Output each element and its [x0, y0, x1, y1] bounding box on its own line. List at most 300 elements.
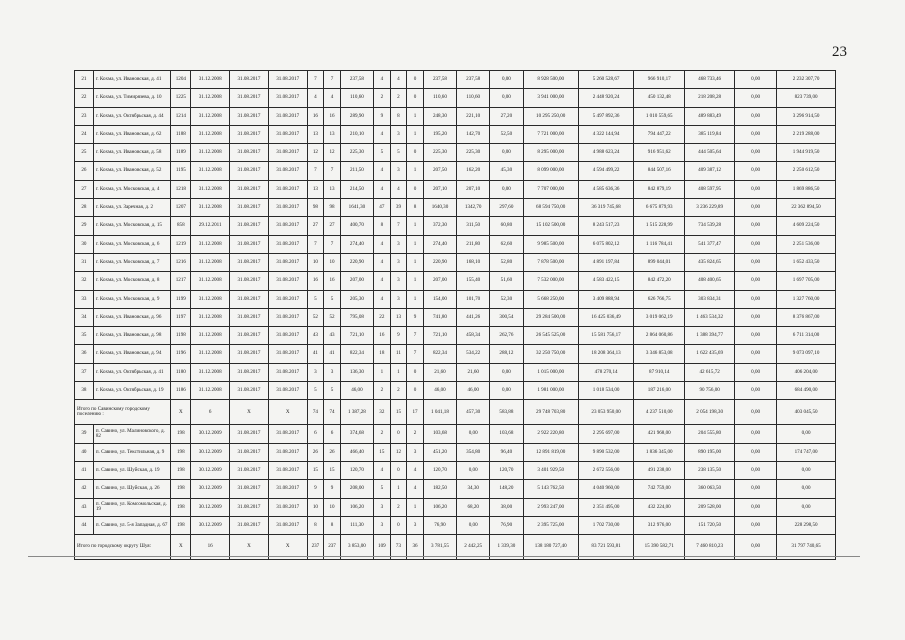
value-cell: 31.12.2008 — [191, 327, 230, 345]
row-number-cell: 24 — [75, 125, 94, 143]
row-number-cell: 38 — [75, 382, 94, 400]
value-cell: 31.08.2017 — [230, 272, 269, 290]
value-cell: 3 — [307, 363, 324, 381]
value-cell: 7 — [324, 71, 341, 89]
value-cell: 76,90 — [490, 516, 523, 534]
table-row — [75, 235, 836, 253]
value-cell: 8 — [324, 516, 341, 534]
value-cell: 31.08.2017 — [268, 461, 307, 479]
value-cell: 3 — [390, 125, 407, 143]
total-label-cell: Итого по Савинскому городскому поселению : — [75, 400, 171, 425]
address-cell: п. Савино, ул. Текстильная, д. 9 — [93, 443, 171, 461]
value-cell: 5 668 250,00 — [523, 290, 578, 308]
value-cell: 4 594 499,22 — [578, 162, 633, 180]
value-cell: 31.08.2017 — [230, 253, 269, 271]
value-cell: 0,00 — [735, 162, 777, 180]
value-cell: 9 — [390, 327, 407, 345]
value-cell: 0 — [407, 71, 424, 89]
value-cell: 221,10 — [457, 107, 490, 125]
value-cell: 4 322 144,94 — [578, 125, 633, 143]
value-cell: 46,00 — [340, 382, 373, 400]
value-cell: 31.12.2008 — [191, 290, 230, 308]
value-cell: 0,00 — [490, 89, 523, 107]
value-cell: 12 — [324, 144, 341, 162]
value-cell: 444 505,64 — [685, 144, 735, 162]
value-cell: 1199 — [171, 290, 191, 308]
total-value-cell: 237 — [324, 535, 341, 560]
value-cell: 182,50 — [423, 480, 456, 498]
value-cell: 15 581 756,17 — [578, 327, 633, 345]
value-cell: 7 721 000,00 — [523, 125, 578, 143]
value-cell: 16 425 036,49 — [578, 308, 633, 326]
value-cell: 2 922 220,80 — [523, 425, 578, 443]
value-cell: 41 — [307, 345, 324, 363]
value-cell: 31.12.2008 — [191, 107, 230, 125]
value-cell: 408 400,65 — [685, 272, 735, 290]
value-cell: 3 941 000,00 — [523, 89, 578, 107]
value-cell: 31.08.2017 — [230, 144, 269, 162]
value-cell: 2 864 060,86 — [634, 327, 685, 345]
total-value-cell: 1 041,18 — [423, 400, 456, 425]
value-cell: 110,60 — [340, 89, 373, 107]
row-number-cell: 35 — [75, 327, 94, 345]
value-cell: 1197 — [171, 308, 191, 326]
table-row — [75, 498, 836, 516]
value-cell: 9 — [374, 107, 391, 125]
value-cell: 3 — [324, 363, 341, 381]
value-cell: 0,00 — [490, 71, 523, 89]
value-cell: 90 756,00 — [685, 382, 735, 400]
value-cell: 0,00 — [777, 425, 836, 443]
value-cell: 0,00 — [735, 327, 777, 345]
value-cell: 31.08.2017 — [268, 272, 307, 290]
table-row — [75, 461, 836, 479]
value-cell: 31.08.2017 — [230, 443, 269, 461]
value-cell: 1 869 886,50 — [777, 180, 836, 198]
value-cell: 47 — [374, 199, 391, 217]
value-cell: 31.08.2017 — [268, 498, 307, 516]
value-cell: 8 — [407, 199, 424, 217]
total-value-cell: 16 — [191, 535, 230, 560]
value-cell: 0,00 — [735, 235, 777, 253]
value-cell: 4 040 960,00 — [578, 480, 633, 498]
value-cell: 4 — [374, 180, 391, 198]
value-cell: 16 — [324, 272, 341, 290]
value-cell: 0,00 — [777, 498, 836, 516]
value-cell: 31.12.2008 — [191, 144, 230, 162]
value-cell: 31.12.2008 — [191, 363, 230, 381]
value-cell: 7 — [324, 235, 341, 253]
total-value-cell: 31 797 740,65 — [777, 535, 836, 560]
value-cell: 311,50 — [457, 217, 490, 235]
value-cell: 1 — [390, 363, 407, 381]
value-cell: 31.12.2008 — [191, 235, 230, 253]
value-cell: 8 295 000,00 — [523, 144, 578, 162]
value-cell: 1 015 000,00 — [523, 363, 578, 381]
value-cell: 43 — [324, 327, 341, 345]
value-cell: 0,00 — [735, 107, 777, 125]
value-cell: 9 — [324, 480, 341, 498]
value-cell: 8 — [374, 217, 391, 235]
value-cell: 441,26 — [457, 308, 490, 326]
value-cell: 106,20 — [340, 498, 373, 516]
value-cell: 0,00 — [735, 199, 777, 217]
value-cell: 31.08.2017 — [230, 107, 269, 125]
value-cell: 0,00 — [490, 382, 523, 400]
value-cell: 45,30 — [490, 162, 523, 180]
value-cell: 822,34 — [340, 345, 373, 363]
value-cell: 31.08.2017 — [268, 308, 307, 326]
value-cell: 2 672 556,00 — [578, 461, 633, 479]
value-cell: 6 675 879,93 — [634, 199, 685, 217]
value-cell: 372,30 — [423, 217, 456, 235]
value-cell: 204 555,80 — [685, 425, 735, 443]
value-cell: 4 — [374, 125, 391, 143]
value-cell: 794 447,22 — [634, 125, 685, 143]
value-cell: 0,00 — [735, 180, 777, 198]
value-cell: 0,00 — [735, 461, 777, 479]
value-cell: 41 — [324, 345, 341, 363]
value-cell: 1198 — [171, 327, 191, 345]
address-cell: г. Кохма, ул. Ивановская, д. 52 — [93, 162, 171, 180]
value-cell: 1196 — [171, 345, 191, 363]
value-cell: 1 — [390, 480, 407, 498]
value-cell: 1 — [407, 107, 424, 125]
value-cell: 409 387,12 — [685, 162, 735, 180]
value-cell: 10 — [324, 498, 341, 516]
value-cell: 111,30 — [340, 516, 373, 534]
value-cell: 2 — [390, 498, 407, 516]
value-cell: 9 985 500,00 — [523, 235, 578, 253]
address-cell: г. Кохма, ул. Ивановская, д. 94 — [93, 345, 171, 363]
value-cell: 3 — [390, 235, 407, 253]
value-cell: 8 — [390, 107, 407, 125]
table-row — [75, 71, 836, 89]
value-cell: 0,00 — [735, 363, 777, 381]
value-cell: 7 — [307, 71, 324, 89]
value-cell: 0,00 — [490, 144, 523, 162]
value-cell: 18 — [374, 345, 391, 363]
row-number-cell: 41 — [75, 461, 94, 479]
total-value-cell: 15 390 582,71 — [634, 535, 685, 560]
value-cell: 274,40 — [423, 235, 456, 253]
total-value-cell: 7 460 810,23 — [685, 535, 735, 560]
value-cell: 31.08.2017 — [268, 425, 307, 443]
table-row — [75, 253, 836, 271]
table-row — [75, 290, 836, 308]
value-cell: 31.08.2017 — [230, 425, 269, 443]
value-cell: 3 — [390, 272, 407, 290]
value-cell: 1 981 000,00 — [523, 382, 578, 400]
value-cell: 198 — [171, 461, 191, 479]
total-value-cell: 83 721 593,81 — [578, 535, 633, 560]
value-cell: 31.08.2017 — [230, 199, 269, 217]
value-cell: 1641,30 — [340, 199, 373, 217]
value-cell: 195,20 — [423, 125, 456, 143]
value-cell: 1195 — [171, 162, 191, 180]
value-cell: 4 — [374, 461, 391, 479]
total-value-cell: 3 781,55 — [423, 535, 456, 560]
value-cell: 30.12.2009 — [191, 498, 230, 516]
value-cell: 1 697 705,00 — [777, 272, 836, 290]
value-cell: 31.08.2017 — [268, 480, 307, 498]
housing-table-sheet — [74, 70, 836, 554]
value-cell: 0,00 — [735, 425, 777, 443]
value-cell: 354,80 — [457, 443, 490, 461]
total-value-cell: 23 053 950,00 — [578, 400, 633, 425]
value-cell: 721,10 — [423, 327, 456, 345]
value-cell: 31.08.2017 — [268, 363, 307, 381]
value-cell: 3 — [407, 443, 424, 461]
total-value-cell: 29 748 703,80 — [523, 400, 578, 425]
value-cell: 2 232 307,70 — [777, 71, 836, 89]
value-cell: 2 — [407, 425, 424, 443]
scan-edge-line — [28, 556, 860, 557]
value-cell: 0,00 — [457, 425, 490, 443]
value-cell: 103,68 — [423, 425, 456, 443]
value-cell: 1 944 919,50 — [777, 144, 836, 162]
value-cell: 31.12.2008 — [191, 308, 230, 326]
value-cell: 151 720,50 — [685, 516, 735, 534]
address-cell: г. Кохма, ул. Октябрьская, д. 19 — [93, 382, 171, 400]
address-cell: г. Кохма, ул. Тимирязева, д. 10 — [93, 89, 171, 107]
value-cell: 2 — [374, 89, 391, 107]
value-cell: 187 216,00 — [634, 382, 685, 400]
value-cell: 31.12.2008 — [191, 89, 230, 107]
value-cell: 7 878 500,00 — [523, 253, 578, 271]
value-cell: 1 — [407, 272, 424, 290]
address-cell: г. Кохма, ул. Октябрьская, д. 44 — [93, 107, 171, 125]
total-value-cell: 36 — [407, 535, 424, 560]
value-cell: 0,00 — [490, 363, 523, 381]
value-cell: 2 250 612,50 — [777, 162, 836, 180]
row-number-cell: 29 — [75, 217, 94, 235]
value-cell: 225,30 — [423, 144, 456, 162]
value-cell: 0,00 — [735, 382, 777, 400]
value-cell: 207,00 — [423, 272, 456, 290]
value-cell: 2 251 536,00 — [777, 235, 836, 253]
table-row — [75, 272, 836, 290]
value-cell: 1180 — [171, 363, 191, 381]
value-cell: 5 — [307, 290, 324, 308]
value-cell: 31.08.2017 — [268, 516, 307, 534]
table-row — [75, 199, 836, 217]
table-body — [75, 71, 836, 560]
total-value-cell: X — [268, 400, 307, 425]
value-cell: 4 609 224,50 — [777, 217, 836, 235]
value-cell: 534,22 — [457, 345, 490, 363]
value-cell: 38,00 — [490, 498, 523, 516]
value-cell: 106,20 — [423, 498, 456, 516]
value-cell: 31.12.2008 — [191, 253, 230, 271]
value-cell: 6 — [324, 425, 341, 443]
value-cell: 29.12.2011 — [191, 217, 230, 235]
value-cell: 1 — [407, 217, 424, 235]
row-number-cell: 32 — [75, 272, 94, 290]
value-cell: 4 — [374, 71, 391, 89]
value-cell: 26 — [324, 443, 341, 461]
value-cell: 16 — [324, 107, 341, 125]
value-cell: 31.12.2008 — [191, 71, 230, 89]
address-cell: п. Савино, ул. Шуйская, д. 26 — [93, 480, 171, 498]
value-cell: 3 236 229,89 — [685, 199, 735, 217]
value-cell: 303 834,31 — [685, 290, 735, 308]
value-cell: 68 594 750,00 — [523, 199, 578, 217]
value-cell: 858 — [171, 217, 191, 235]
total-value-cell: 74 — [307, 400, 324, 425]
address-cell: г. Кохма, ул. Московская, д. 6 — [93, 235, 171, 253]
value-cell: 1 — [407, 125, 424, 143]
value-cell: 103,68 — [490, 425, 523, 443]
value-cell: 8 243 517,23 — [578, 217, 633, 235]
row-number-cell: 25 — [75, 144, 94, 162]
value-cell: 1189 — [171, 144, 191, 162]
value-cell: 31.12.2008 — [191, 125, 230, 143]
value-cell: 174 747,00 — [777, 443, 836, 461]
value-cell: 1 836 345,00 — [634, 443, 685, 461]
value-cell: 8 — [307, 516, 324, 534]
row-number-cell: 31 — [75, 253, 94, 271]
value-cell: 1 — [407, 290, 424, 308]
value-cell: 10 295 250,00 — [523, 107, 578, 125]
value-cell: 4 583 422,15 — [578, 272, 633, 290]
housing-relocation-table — [74, 70, 836, 560]
value-cell: 2 219 288,00 — [777, 125, 836, 143]
value-cell: 3 346 853,08 — [634, 345, 685, 363]
value-cell: 3 — [390, 162, 407, 180]
value-cell: 684 490,00 — [777, 382, 836, 400]
value-cell: 15 — [374, 443, 391, 461]
value-cell: 1 — [407, 235, 424, 253]
value-cell: 31.08.2017 — [268, 327, 307, 345]
address-cell: г. Кохма, ул. Московская, д. 15 — [93, 217, 171, 235]
total-value-cell: 237 — [307, 535, 324, 560]
value-cell: 400,70 — [340, 217, 373, 235]
value-cell: 52 — [307, 308, 324, 326]
value-cell: 31.08.2017 — [230, 217, 269, 235]
value-cell: 1204 — [171, 71, 191, 89]
value-cell: 7 — [307, 162, 324, 180]
value-cell: 274,40 — [340, 235, 373, 253]
total-value-cell: 1 387,28 — [340, 400, 373, 425]
row-number-cell: 22 — [75, 89, 94, 107]
value-cell: 2 — [390, 382, 407, 400]
table-row — [75, 89, 836, 107]
value-cell: 842 879,19 — [634, 180, 685, 198]
value-cell: 2 295 697,00 — [578, 425, 633, 443]
value-cell: 238 135,50 — [685, 461, 735, 479]
value-cell: 60,80 — [490, 217, 523, 235]
address-cell: п. Савино, ул. Малиновского, д. 82 — [93, 425, 171, 443]
total-value-cell: 403 045,50 — [777, 400, 836, 425]
value-cell: 237,58 — [340, 71, 373, 89]
value-cell: 5 — [324, 382, 341, 400]
table-row — [75, 516, 836, 534]
value-cell: 76,90 — [423, 516, 456, 534]
value-cell: 297,60 — [490, 199, 523, 217]
value-cell: 31.08.2017 — [230, 516, 269, 534]
value-cell: 2 395 725,00 — [523, 516, 578, 534]
address-cell: г. Кохма, ул. Московская, д. 4 — [93, 180, 171, 198]
value-cell: 966 910,17 — [634, 71, 685, 89]
table-row — [75, 382, 836, 400]
value-cell: 9 — [307, 480, 324, 498]
table-row — [75, 443, 836, 461]
value-cell: 0,00 — [735, 125, 777, 143]
table-row — [75, 217, 836, 235]
value-cell: 31.08.2017 — [230, 89, 269, 107]
value-cell: 30.12.2009 — [191, 461, 230, 479]
value-cell: 22 362 894,50 — [777, 199, 836, 217]
value-cell: 3 — [390, 290, 407, 308]
value-cell: 12 — [307, 144, 324, 162]
value-cell: 1640,30 — [423, 199, 456, 217]
value-cell: 7 532 000,00 — [523, 272, 578, 290]
value-cell: 1 — [407, 498, 424, 516]
total-value-cell: 0,00 — [735, 535, 777, 560]
value-cell: 31.08.2017 — [230, 290, 269, 308]
value-cell: 10 — [307, 253, 324, 271]
row-number-cell: 30 — [75, 235, 94, 253]
value-cell: 4 — [374, 290, 391, 308]
value-cell: 1219 — [171, 235, 191, 253]
value-cell: 31.08.2017 — [268, 180, 307, 198]
value-cell: 31.08.2017 — [268, 235, 307, 253]
value-cell: 10 — [324, 253, 341, 271]
table-row — [75, 425, 836, 443]
value-cell: 385 119,84 — [685, 125, 735, 143]
address-cell: г. Кохма, ул. Ивановская, д. 58 — [93, 144, 171, 162]
value-cell: 5 — [307, 382, 324, 400]
value-cell: 5 — [390, 144, 407, 162]
value-cell: 300,54 — [490, 308, 523, 326]
value-cell: 0,00 — [735, 272, 777, 290]
address-cell: г. Кохма, ул. Ивановская, д. 62 — [93, 125, 171, 143]
value-cell: 421 968,00 — [634, 425, 685, 443]
value-cell: 0,00 — [735, 516, 777, 534]
total-value-cell: 1 339,30 — [490, 535, 523, 560]
value-cell: 450 132,48 — [634, 89, 685, 107]
value-cell: 1188 — [171, 125, 191, 143]
value-cell: 22 — [374, 308, 391, 326]
table-row — [75, 144, 836, 162]
value-cell: 168,10 — [457, 253, 490, 271]
value-cell: 31.12.2008 — [191, 199, 230, 217]
value-cell: 3 — [407, 516, 424, 534]
value-cell: 4 — [324, 89, 341, 107]
address-cell: г. Кохма, ул. Ивановская, д. 98 — [93, 327, 171, 345]
value-cell: 741,80 — [423, 308, 456, 326]
value-cell: 209 528,00 — [685, 498, 735, 516]
value-cell: 31.08.2017 — [268, 125, 307, 143]
value-cell: 4 — [374, 253, 391, 271]
value-cell: 0 — [390, 425, 407, 443]
address-cell: г. Кохма, ул. Ивановская, д. 41 — [93, 71, 171, 89]
value-cell: 4 891 197,84 — [578, 253, 633, 271]
value-cell: 31.08.2017 — [268, 144, 307, 162]
value-cell: 31.08.2017 — [230, 345, 269, 363]
total-label-cell: Итого по городскому округу Шуя: — [75, 535, 171, 560]
value-cell: 13 — [307, 125, 324, 143]
value-cell: 31.08.2017 — [268, 217, 307, 235]
value-cell: 211,50 — [340, 162, 373, 180]
value-cell: 16 — [307, 272, 324, 290]
value-cell: 5 — [374, 144, 391, 162]
value-cell: 7 — [407, 345, 424, 363]
value-cell: 207,10 — [423, 180, 456, 198]
value-cell: 2 448 920,24 — [578, 89, 633, 107]
value-cell: 31.12.2008 — [191, 345, 230, 363]
